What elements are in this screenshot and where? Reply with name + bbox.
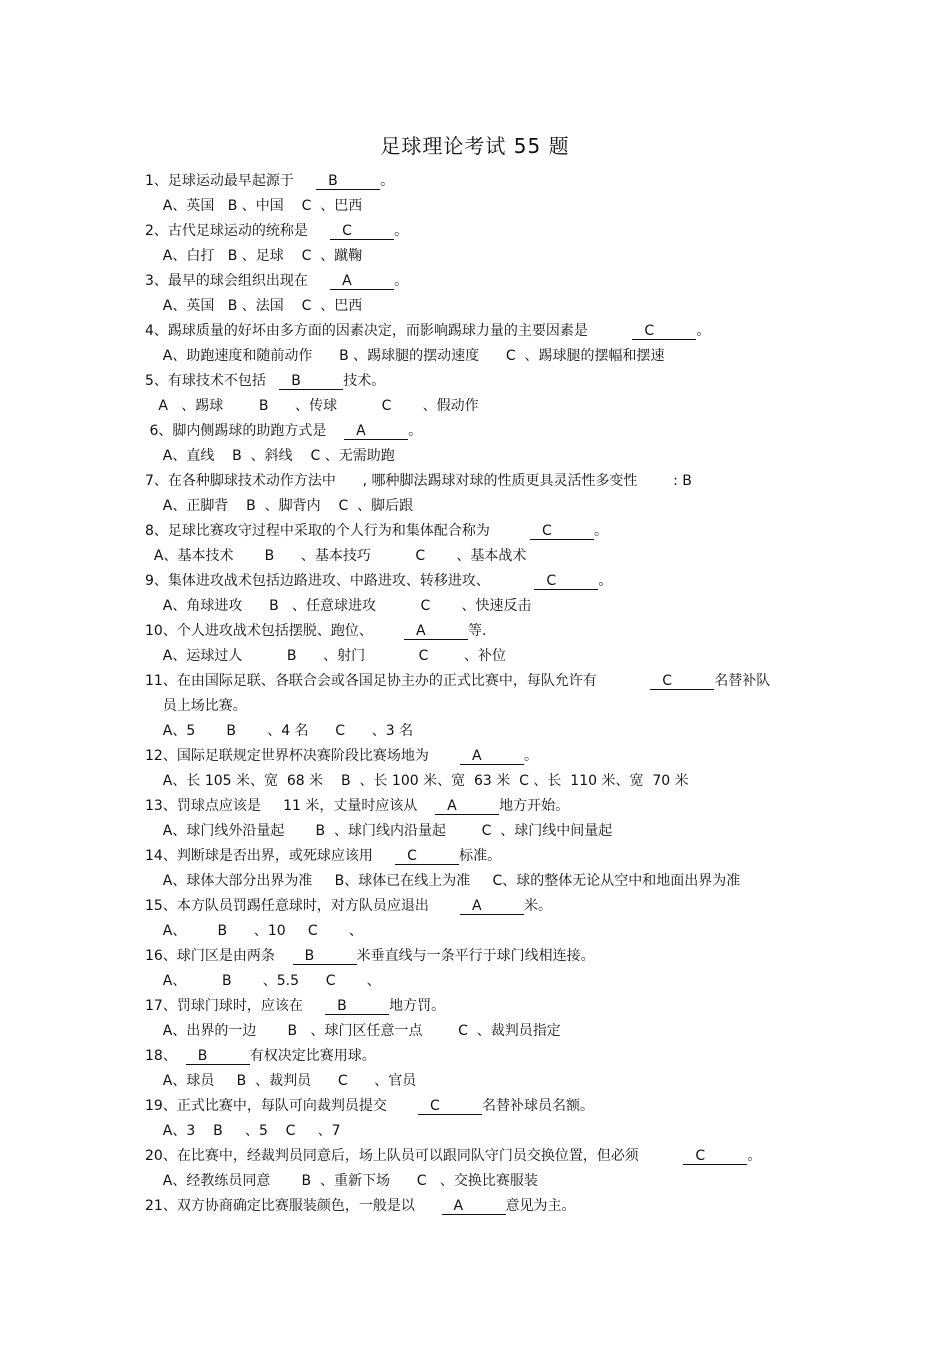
option-line bbox=[145, 497, 413, 515]
line-text: 19、正式比赛中，每队可向裁判员提交 bbox=[145, 1098, 418, 1114]
question-line bbox=[145, 172, 394, 190]
answer-blank: A bbox=[344, 423, 408, 440]
option-line bbox=[145, 1022, 561, 1040]
option-line bbox=[145, 922, 363, 940]
line-suffix: 名替补球员名额。 bbox=[481, 1098, 594, 1114]
option-line bbox=[145, 722, 413, 740]
option-line bbox=[145, 1172, 538, 1190]
line-text: 20、在比赛中，经裁判员同意后，场上队员可以跟同队守门员交换位置，但必须 bbox=[145, 1148, 684, 1164]
line-suffix: 等. bbox=[467, 623, 487, 639]
line-text: A、球门线外沿量起 B 、球门线内沿量起 C 、球门线中间量起 bbox=[145, 823, 613, 839]
option-line bbox=[145, 547, 526, 565]
line-suffix: 意见为主。 bbox=[505, 1198, 576, 1214]
line-text: 14、判断球是否出界，或死球应该用 bbox=[145, 848, 396, 864]
answer-blank: A bbox=[460, 898, 524, 915]
question-line bbox=[145, 747, 538, 765]
answer-blank: A bbox=[435, 798, 499, 815]
line-text: A、球体大部分出界为准 B、球体已在线上为准 C、球的整体无论从空中和地面出界为准 bbox=[145, 873, 741, 889]
question-line bbox=[145, 572, 612, 590]
line-text: A、英国 B 、法国 C 、巴西 bbox=[145, 298, 363, 314]
answer-blank: B bbox=[293, 948, 357, 965]
line-text: A、正脚背 B 、脚背内 C 、脚后跟 bbox=[145, 498, 414, 514]
line-suffix: 。 bbox=[380, 173, 395, 189]
line-text: 8、足球比赛攻守过程中采取的个人行为和集体配合称为 bbox=[145, 523, 530, 539]
line-suffix: 有权决定比赛用球。 bbox=[249, 1048, 376, 1064]
line-text: 1、足球运动最早起源于 bbox=[145, 173, 317, 189]
line-text: 6、脚内侧踢球的助跑方式是 bbox=[145, 423, 345, 439]
question-line bbox=[145, 947, 595, 965]
line-text: A、直线 B 、斜线 C 、无需助跑 bbox=[145, 448, 395, 464]
line-suffix: 。 bbox=[598, 573, 613, 589]
page-title: 足球理论考试 55 题 bbox=[380, 134, 570, 158]
answer-blank: B bbox=[325, 998, 389, 1015]
line-suffix: 标准。 bbox=[459, 848, 502, 864]
option-line bbox=[145, 772, 689, 790]
option-line bbox=[145, 647, 506, 665]
question-line bbox=[145, 272, 408, 290]
line-text: A、3 B 、5 C 、7 bbox=[145, 1123, 341, 1139]
option-line bbox=[145, 472, 692, 490]
line-text: A、基本技术 B 、基本技巧 C 、基本战术 bbox=[145, 548, 527, 564]
line-text: A、5 B 、4 名 C 、3 名 bbox=[145, 723, 414, 739]
line-text: 13、罚球点应该是 11 米，丈量时应该从 bbox=[145, 798, 436, 814]
line-text: A、角球进攻 B 、任意球进攻 C 、快速反击 bbox=[145, 598, 532, 614]
answer-blank: C bbox=[683, 1148, 747, 1165]
question-line bbox=[145, 997, 445, 1015]
question-line bbox=[145, 222, 408, 240]
option-line bbox=[145, 822, 612, 840]
line-suffix: 。 bbox=[696, 323, 711, 339]
answer-blank: A bbox=[460, 748, 524, 765]
line-text: 21、双方协商确定比赛服装颜色，一般是以 bbox=[145, 1198, 442, 1214]
line-text: 员上场比赛。 bbox=[145, 698, 247, 714]
line-text: 3、最早的球会组织出现在 bbox=[145, 273, 331, 289]
line-text: A、 B 、10 C 、 bbox=[145, 923, 363, 939]
answer-blank: C bbox=[632, 323, 696, 340]
line-text: 10、个人进攻战术包括摆脱、跑位、 bbox=[145, 623, 404, 639]
line-text: 4、踢球质量的好坏由多方面的因素决定，而影响踢球力量的主要因素是 bbox=[145, 323, 633, 339]
line-text: 5、有球技术不包括 bbox=[145, 373, 280, 389]
option-line bbox=[145, 1072, 416, 1090]
option-line bbox=[145, 297, 362, 315]
line-suffix: 。 bbox=[408, 423, 423, 439]
line-text: A、经教练员同意 B 、重新下场 C 、交换比赛服装 bbox=[145, 1173, 538, 1189]
line-suffix: 。 bbox=[747, 1148, 762, 1164]
question-line bbox=[145, 522, 608, 540]
line-text: A、 B 、5.5 C 、 bbox=[145, 973, 381, 989]
line-suffix: 。 bbox=[593, 523, 608, 539]
question-line bbox=[145, 1197, 576, 1215]
line-text: 12、国际足联规定世界杯决赛阶段比赛场地为 bbox=[145, 748, 460, 764]
line-text: 17、罚球门球时，应该在 bbox=[145, 998, 326, 1014]
answer-blank: C bbox=[650, 673, 714, 690]
answer-blank: C bbox=[530, 523, 594, 540]
line-text: A、运球过人 B 、射门 C 、补位 bbox=[145, 648, 506, 664]
answer-blank: A bbox=[330, 273, 394, 290]
question-line bbox=[145, 797, 569, 815]
line-text: 15、本方队员罚踢任意球时，对方队员应退出 bbox=[145, 898, 460, 914]
option-line bbox=[145, 1122, 341, 1140]
option-line bbox=[145, 447, 395, 465]
question-line bbox=[145, 847, 501, 865]
question-line bbox=[145, 897, 552, 915]
option-line bbox=[145, 347, 665, 365]
line-suffix: 技术。 bbox=[343, 373, 386, 389]
option-line bbox=[145, 247, 362, 265]
answer-blank: C bbox=[395, 848, 459, 865]
line-text: A、助跑速度和随前动作 B 、踢球腿的摆动速度 C 、踢球腿的摆幅和摆速 bbox=[145, 348, 665, 364]
answer-blank: B bbox=[316, 173, 380, 190]
question-line bbox=[145, 1097, 594, 1115]
option-line bbox=[145, 697, 247, 715]
question-line bbox=[145, 422, 422, 440]
question-line bbox=[145, 672, 770, 690]
line-suffix: 米垂直线与一条平行于球门线相连接。 bbox=[356, 948, 595, 964]
line-text: 11、在由国际足联、各联合会或各国足协主办的正式比赛中，每队允许有 bbox=[145, 673, 651, 689]
line-text: A、长 105 米、宽 68 米 B 、长 100 米、宽 63 米 C 、长 110 米、宽 70 米 bbox=[145, 773, 689, 789]
answer-blank: C bbox=[418, 1098, 482, 1115]
line-suffix: 名替补队 bbox=[714, 673, 771, 689]
answer-blank: B bbox=[279, 373, 343, 390]
option-line bbox=[145, 597, 531, 615]
question-line bbox=[145, 322, 710, 340]
line-text: A、出界的一边 B 、球门区任意一点 C 、裁判员指定 bbox=[145, 1023, 561, 1039]
line-suffix: 。 bbox=[394, 273, 409, 289]
line-suffix: 地方罚。 bbox=[389, 998, 446, 1014]
question-line bbox=[145, 622, 486, 640]
line-text: 16、球门区是由两条 bbox=[145, 948, 293, 964]
line-text: A、英国 B 、中国 C 、巴西 bbox=[145, 198, 363, 214]
answer-blank: A bbox=[404, 623, 468, 640]
answer-blank: B bbox=[186, 1048, 250, 1065]
line-suffix: 。 bbox=[523, 748, 538, 764]
question-line bbox=[145, 1147, 761, 1165]
line-text: A 、踢球 B 、传球 C 、假动作 bbox=[145, 398, 479, 414]
question-line bbox=[145, 372, 385, 390]
option-line bbox=[145, 872, 740, 890]
option-line bbox=[145, 397, 479, 415]
line-text: 7、在各种脚球技术动作方法中 , 哪种脚法踢球对球的性质更具灵活性多变性 : B bbox=[145, 473, 692, 489]
line-text: A、球员 B 、裁判员 C 、官员 bbox=[145, 1073, 417, 1089]
line-text: 9、集体进攻战术包括边路进攻、中路进攻、转移进攻、 bbox=[145, 573, 535, 589]
line-text: 2、古代足球运动的统称是 bbox=[145, 223, 331, 239]
line-suffix: 米。 bbox=[523, 898, 552, 914]
answer-blank: C bbox=[534, 573, 598, 590]
answer-blank: A bbox=[442, 1198, 506, 1215]
line-text: A、白打 B 、足球 C 、蹴鞠 bbox=[145, 248, 363, 264]
answer-blank: C bbox=[330, 223, 394, 240]
question-line bbox=[145, 1047, 376, 1065]
line-suffix: 地方开始。 bbox=[499, 798, 570, 814]
option-line bbox=[145, 197, 362, 215]
line-text: 18、 bbox=[145, 1048, 186, 1064]
option-line bbox=[145, 972, 381, 990]
line-suffix: 。 bbox=[394, 223, 409, 239]
